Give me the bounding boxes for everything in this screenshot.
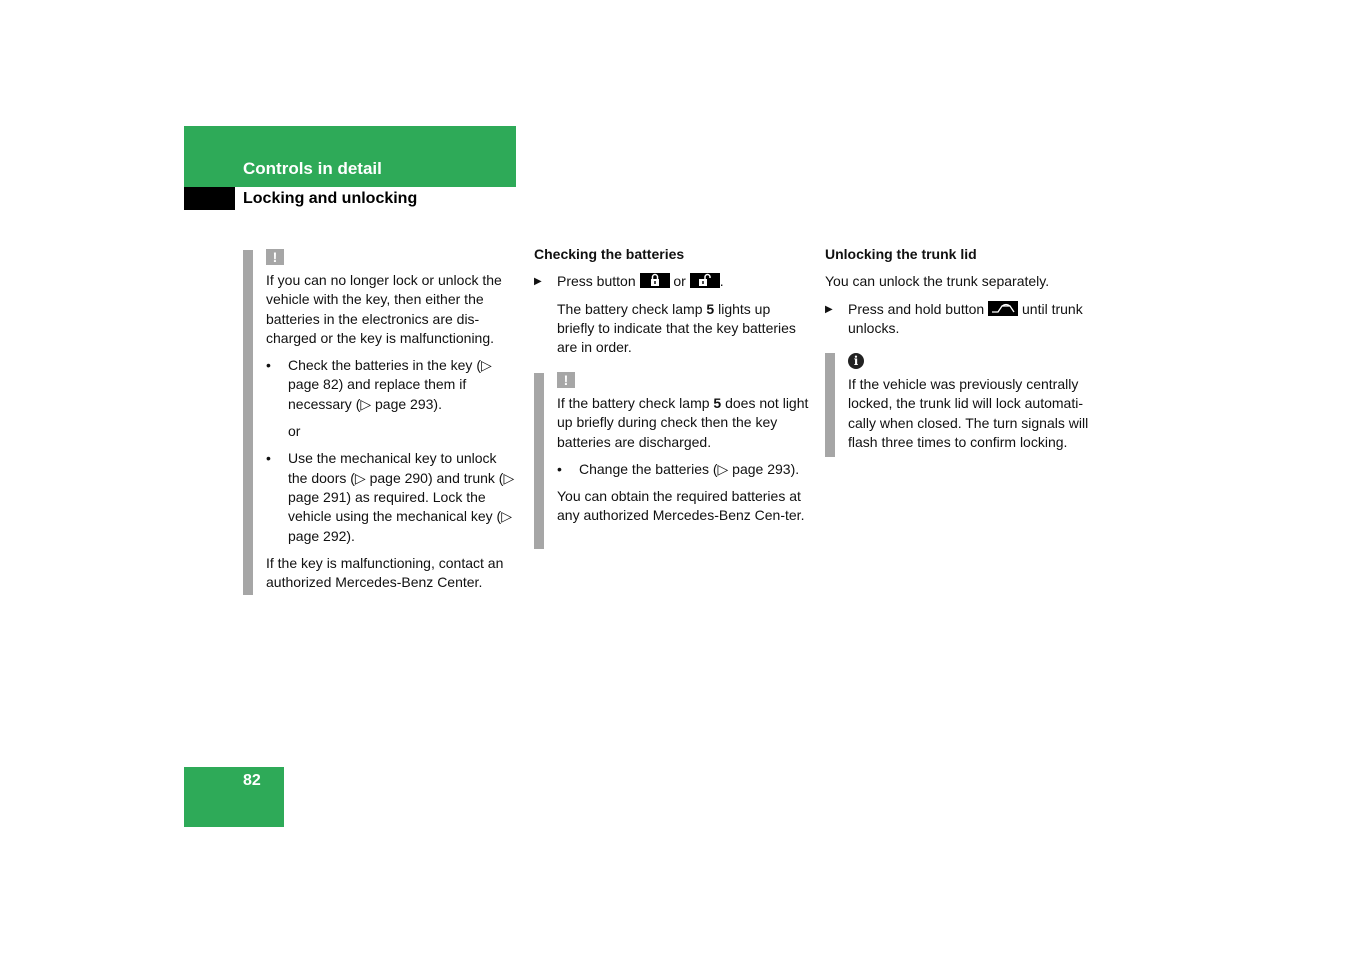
subsection-title: Locking and unlocking bbox=[243, 190, 418, 207]
lock-button-icon bbox=[640, 273, 670, 288]
key-warning-note bbox=[266, 248, 518, 600]
step-end: . bbox=[719, 273, 724, 290]
step-text: Press and hold button bbox=[848, 300, 985, 317]
step-text: Press button bbox=[557, 273, 636, 290]
battery-warning-note bbox=[557, 371, 809, 534]
info-icon: i bbox=[848, 353, 864, 369]
unlock-button-icon bbox=[690, 273, 720, 288]
step-or: or bbox=[673, 273, 686, 290]
checking-batteries-section bbox=[534, 245, 809, 365]
warning-icon: ! bbox=[266, 249, 284, 265]
or-text: or bbox=[288, 423, 301, 440]
step-glyph: ▶ bbox=[825, 303, 833, 315]
lamp-text-b: lights up briefly to indicate that the key batteries are in order. bbox=[557, 300, 796, 356]
lamp-number: 5 bbox=[706, 300, 715, 317]
step-glyph: ▶ bbox=[534, 276, 542, 288]
list-item bbox=[266, 449, 518, 545]
warning-bar bbox=[534, 373, 544, 549]
page-number-box bbox=[184, 767, 284, 827]
trunk-button-icon bbox=[988, 301, 1018, 316]
step-suffix: until trunk unlocks. bbox=[848, 300, 1083, 336]
bullet-glyph: • bbox=[266, 450, 271, 467]
list-item bbox=[557, 460, 809, 479]
warning-text bbox=[557, 394, 809, 452]
section-title: Controls in detail bbox=[243, 159, 382, 178]
warn-text-a: If the battery check lamp bbox=[557, 395, 710, 411]
bullet-text: Check the batteries in the key (▷ page 82) and replace them if necessary (▷ page 293). bbox=[288, 357, 492, 412]
page-number: 82 bbox=[243, 772, 261, 789]
info-bar bbox=[825, 353, 835, 457]
info-text: If the vehicle was previously centrally locked, the trunk lid will lock automati-cally when closed. The turn signals will flash three times to confirm locking. bbox=[848, 376, 1089, 450]
warning-intro: If you can no longer lock or unlock the vehicle with the key, then either the batteries in the electronics are dis-charged or the key is malfunctioning. bbox=[266, 272, 502, 346]
warn-text-b: does not light up briefly during check then the key batteries are discharged. bbox=[557, 395, 809, 450]
warning-bar bbox=[243, 250, 253, 595]
bullet-glyph: • bbox=[557, 460, 562, 477]
lamp-text bbox=[534, 300, 809, 358]
warning-closing: You can obtain the required batteries at any authorized Mercedes-Benz Cen-ter. bbox=[557, 488, 805, 524]
warning-icon: ! bbox=[557, 372, 575, 388]
instruction-step bbox=[825, 300, 1105, 339]
lamp-text-a: The battery check lamp bbox=[557, 300, 703, 317]
section-heading: Unlocking the trunk lid bbox=[825, 246, 977, 262]
section-heading: Checking the batteries bbox=[534, 246, 685, 262]
trunk-unlock-section bbox=[825, 245, 1105, 346]
instruction-step bbox=[534, 272, 809, 291]
bullet-text: Change the batteries (▷ page 293). bbox=[579, 460, 800, 477]
warn-number: 5 bbox=[713, 395, 722, 411]
bullet-text: Use the mechanical key to unlock the doors (▷ page 290) and trunk (▷ page 291) as required. Lock the vehicle using the mechanical key (▷ page 292). bbox=[288, 450, 515, 544]
list-item bbox=[266, 356, 518, 414]
bullet-glyph: • bbox=[266, 357, 271, 374]
intro-text: You can unlock the trunk separately. bbox=[825, 273, 1050, 290]
trunk-info-note bbox=[848, 351, 1106, 460]
header-marker bbox=[184, 187, 235, 210]
closing-text: If the key is malfunctioning, contact an authorized Mercedes-Benz Center. bbox=[266, 554, 504, 591]
